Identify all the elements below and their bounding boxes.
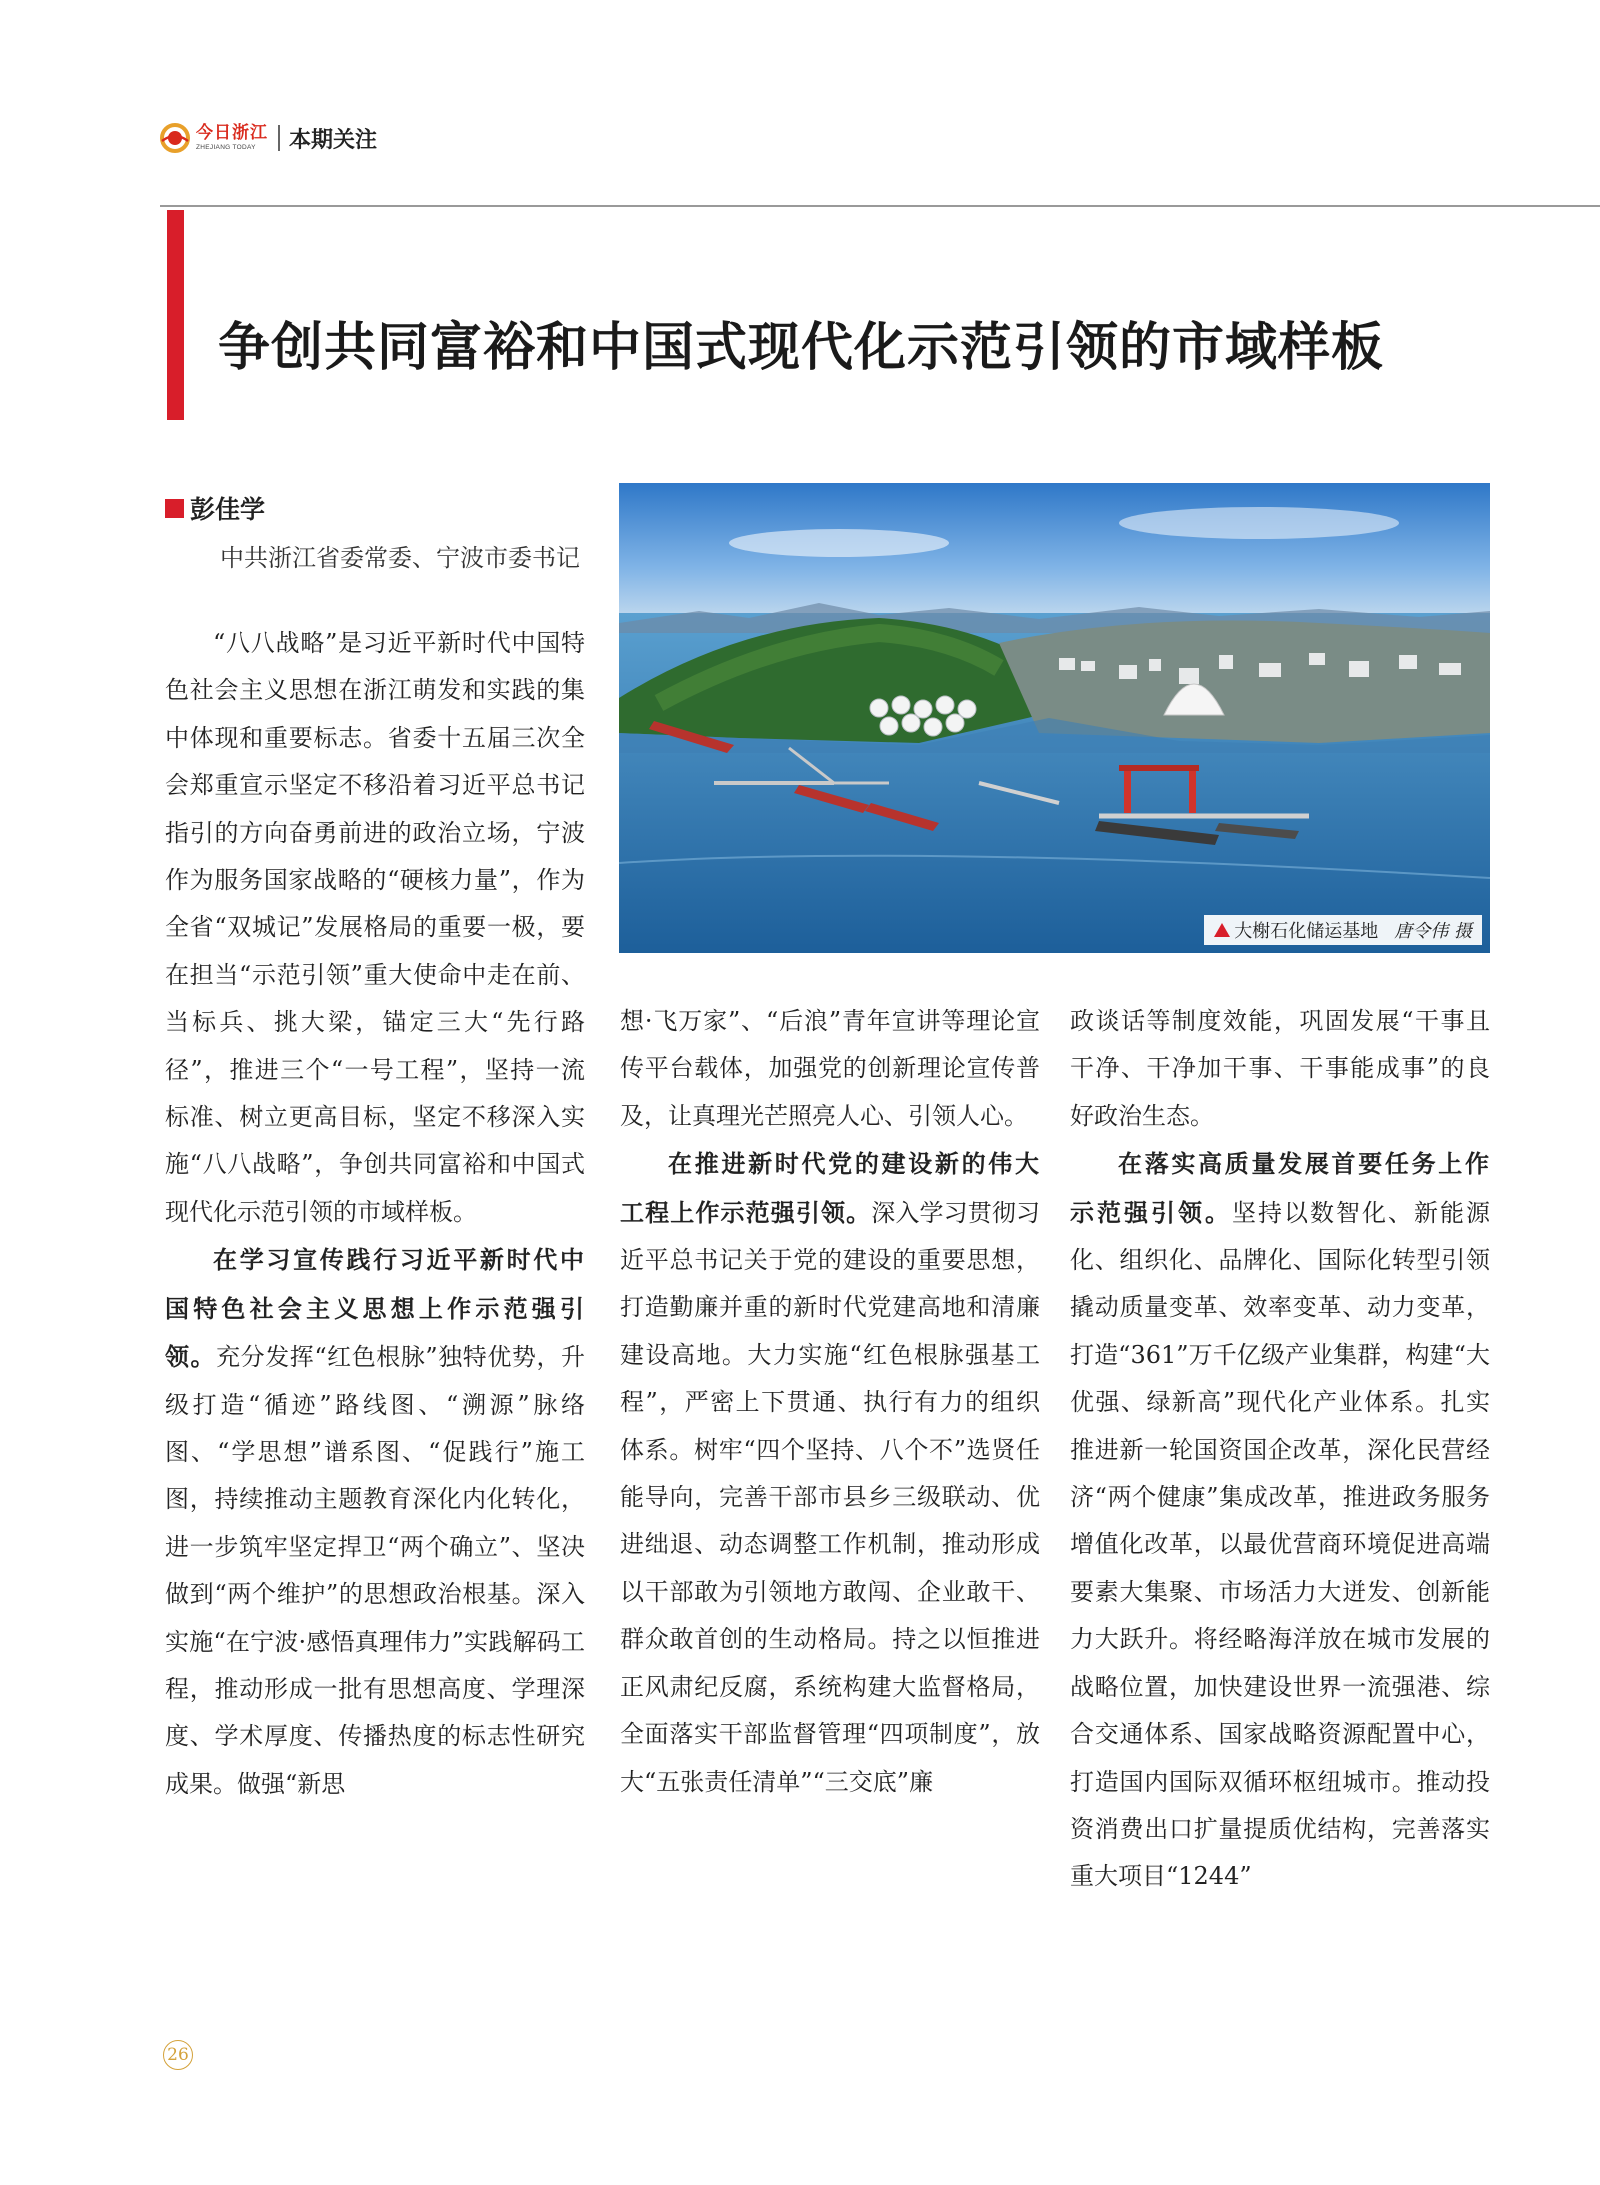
caption-text: 大榭石化储运基地 <box>1234 921 1379 942</box>
magazine-logo <box>160 123 268 153</box>
port-aerial-image <box>619 483 1490 953</box>
paragraph: 政谈话等制度效能，巩固发展“干事且干净、干净加干事、干事能成事”的良好政治生态。 <box>1070 1007 1490 1130</box>
header-divider <box>278 125 280 151</box>
paragraph: 想·飞万家”、“后浪”青年宣讲等理论宣传平台载体，加强党的创新理论宣传普及，让真理光芒照亮人心、引领人心。 <box>620 1007 1040 1130</box>
paragraph <box>620 1140 1040 1806</box>
sun-logo-icon <box>160 123 190 153</box>
logo-chinese-text: 今日浙江 <box>196 122 268 143</box>
article-column-2 <box>620 998 1040 1806</box>
author-block <box>165 490 585 573</box>
paragraph-body: 充分发挥“红色根脉”独特优势，升级打造“循迹”路线图、“溯源”脉络图、“学思想”谱系图、“促践行”施工图，持续推动主题教育深化内化转化，进一步筑牢坚定捍卫“两个确立”、坚决做到“两个维护”的思想政治根基。深入实施“在宁波·感悟真理伟力”实践解码工程，推动形成一批有思想高度、学理深度、学术厚度、传播热度的标志性研究成果。做强“新思 <box>165 1343 586 1798</box>
photo-credit: 唐令伟 摄 <box>1394 921 1472 942</box>
red-square-icon <box>165 499 184 518</box>
paragraph-lead: 在落实高质量发展首要任务上作示范强引领。 <box>1070 1149 1490 1227</box>
paragraph-lead: 在推进新时代党的建设新的伟大工程上作示范强引领。 <box>620 1149 1040 1227</box>
article-photo <box>619 483 1490 953</box>
logo-english-text: ZHEJIANG TODAY <box>196 143 256 151</box>
author-name: 彭佳学 <box>190 496 266 524</box>
article-column-3 <box>1070 998 1490 1901</box>
photo-caption <box>1204 915 1482 945</box>
title-accent-bar <box>167 210 184 420</box>
article-column-1 <box>165 620 585 1808</box>
paragraph-lead: 在学习宣传践行习近平新时代中国特色社会主义思想上作示范强引领。 <box>165 1245 585 1372</box>
paragraph: “八八战略”是习近平新时代中国特色社会主义思想在浙江萌发和实践的集中体现和重要标志。省委十五届三次全会郑重宣示坚定不移沿着习近平总书记指引的方向奋勇前进的政治立场，宁波作为服务国家战略的“硬核力量”，作为全省“双城记”发展格局的重要一极，要在担当“示范引领”重大使命中走在前、当标兵、挑大梁，锚定三大“先行路径”，推进三个“一号工程”，坚持一流标准、树立更高目标，坚定不移深入实施“八八战略”，争创共同富裕和中国式现代化示范引领的市域样板。 <box>165 629 585 1226</box>
author-position: 中共浙江省委常委、宁波市委书记 <box>220 544 580 572</box>
page-header <box>160 118 377 158</box>
author-name-row <box>165 490 585 526</box>
page-number: 26 <box>163 2040 193 2070</box>
paragraph <box>165 1236 585 1808</box>
paragraph <box>1070 1140 1490 1901</box>
section-label: 本期关注 <box>289 126 378 152</box>
article-title: 争创共同富裕和中国式现代化示范引领的市域样板 <box>218 317 1385 378</box>
paragraph-body: 坚持以数智化、新能源化、组织化、品牌化、国际化转型引领撬动质量变革、效率变革、动力变革，打造“361”万千亿级产业集群，构建“大优强、绿新高”现代化产业体系。扎实推进新一轮国资国企改革，深化民营经济“两个健康”集成改革，推进政务服务增值化改革，以最优营商环境促进高端要素大集聚、市场活力大迸发、创新能力大跃升。将经略海洋放在城市发展的战略位置，加快建设世界一流强港、综合交通体系、国家战略资源配置中心，打造国内国际双循环枢纽城市。推动投资消费出口扩量提质优结构，完善落实重大项目“1244” <box>1070 1198 1490 1891</box>
triangle-marker-icon <box>1214 923 1230 937</box>
paragraph-body: 深入学习贯彻习近平总书记关于党的建设的重要思想，打造勤廉并重的新时代党建高地和清廉建设高地。大力实施“红色根脉强基工程”，严密上下贯通、执行有力的组织体系。树牢“四个坚持、八个不”选贤任能导向，完善干部市县乡三级联动、优进绌退、动态调整工作机制，推动形成以干部敢为引领地方敢闯、企业敢干、群众敢首创的生动格局。持之以恒推进正风肃纪反腐，系统构建大监督格局，全面落实干部监督管理“四项制度”，放大“五张责任清单”“三交底”廉 <box>620 1198 1040 1796</box>
header-rule <box>160 205 1600 207</box>
